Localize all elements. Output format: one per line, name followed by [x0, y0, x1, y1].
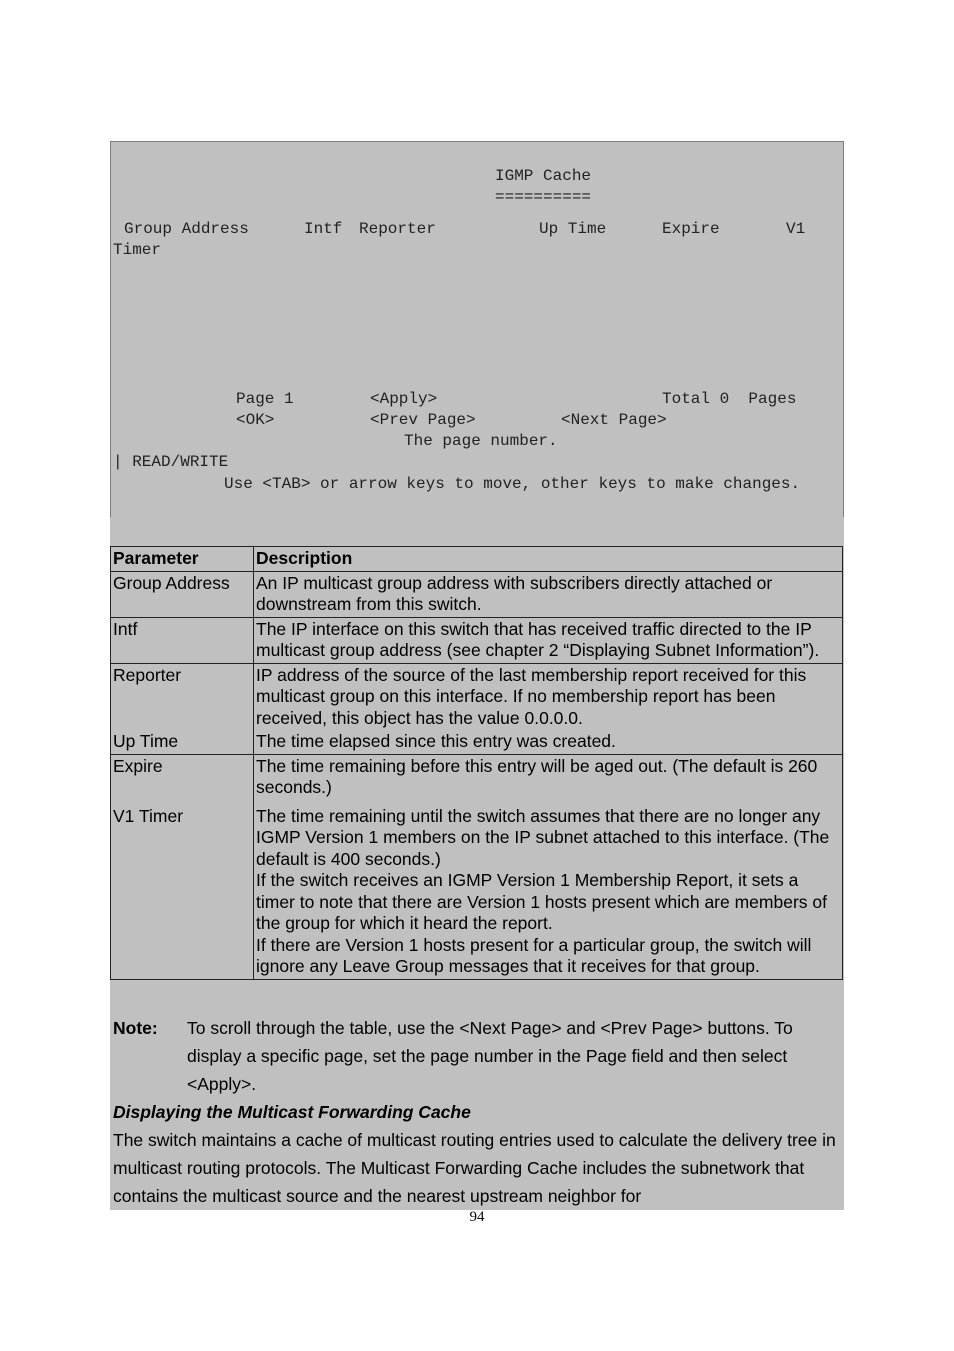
section-body: The switch maintains a cache of multicast routing entries used to calculate the delivery tree in multicast routing protocols. The Multicast Forwarding Cache includes the subnetwork that contains the multicast source and the nearest upstream neighbor for: [113, 1130, 836, 1206]
mode-indicator: | READ/WRITE: [113, 453, 229, 471]
column-up-time: Up Time: [539, 220, 607, 238]
column-reporter: Reporter: [359, 220, 436, 238]
column-group-address: Group Address: [124, 220, 249, 238]
table-row: [111, 754, 843, 805]
param-name: Up Time: [111, 730, 254, 754]
help-text: The page number.: [404, 432, 558, 450]
screen-title: IGMP Cache: [495, 167, 592, 185]
next-page-button[interactable]: <Next Page>: [561, 411, 667, 429]
note-label: Note:: [113, 1018, 158, 1038]
table-header-row: [111, 547, 843, 572]
param-description: [254, 805, 843, 980]
ok-button[interactable]: <OK>: [236, 411, 275, 429]
table-row: [111, 730, 843, 754]
header-description: Description: [254, 547, 843, 572]
column-intf: Intf: [304, 220, 343, 238]
screen-title-underline: ==========: [495, 188, 592, 206]
param-name: Group Address: [111, 571, 254, 617]
v1-timer-paragraph-3: If there are Version 1 hosts present for a particular group, the switch will ignore any Leave Group messages that it receives for that group.: [256, 934, 812, 976]
page-field[interactable]: Page 1: [236, 390, 294, 408]
igmp-cache-screen: [110, 141, 844, 517]
param-description: IP address of the source of the last membership report received for this multicast group on this interface. If no membership report has been received, this object has the value 0.0.0.0.: [254, 663, 843, 730]
column-timer: Timer: [113, 241, 162, 259]
table-row: [111, 805, 843, 980]
prev-page-button[interactable]: <Prev Page>: [370, 411, 476, 429]
page-number: 94: [469, 1209, 485, 1225]
header-parameter: Parameter: [111, 547, 254, 572]
param-description: The time elapsed since this entry was created.: [254, 730, 843, 754]
navigation-hint: Use <TAB> or arrow keys to move, other keys to make changes.: [224, 475, 801, 493]
column-v1: V1: [786, 220, 806, 238]
param-name: Expire: [111, 754, 254, 805]
param-description: An IP multicast group address with subscribers directly attached or downstream from this switch.: [254, 571, 843, 617]
param-name: Reporter: [111, 663, 254, 730]
param-name: Intf: [111, 617, 254, 663]
v1-timer-paragraph-1: The time remaining until the switch assumes that there are no longer any IGMP Version 1 members on the IP subnet attached to this interface. (The default is 400 seconds.): [256, 805, 830, 869]
total-pages: Total 0 Pages: [662, 390, 797, 408]
table-row: [111, 571, 843, 617]
column-expire: Expire: [662, 220, 720, 238]
param-description: The IP interface on this switch that has received traffic directed to the IP multicast group address (see chapter 2 “Displaying Subnet Information”).: [254, 617, 843, 663]
parameter-table: [110, 546, 843, 980]
section-heading: Displaying the Multicast Forwarding Cache: [113, 1102, 471, 1122]
v1-timer-paragraph-2: If the switch receives an IGMP Version 1 Membership Report, it sets a timer to note that there are Version 1 hosts present which are members of the group for which it heard the report.: [256, 870, 827, 933]
table-row: [111, 617, 843, 663]
table-row: [111, 663, 843, 730]
note-text: To scroll through the table, use the <Next Page> and <Prev Page> buttons. To display a specific page, set the page number in the Page field and then select <Apply>.: [187, 1018, 793, 1094]
apply-button[interactable]: <Apply>: [370, 390, 438, 408]
param-description: The time remaining before this entry will be aged out. (The default is 260 seconds.): [254, 754, 843, 805]
note: [113, 1014, 841, 1098]
param-name: V1 Timer: [111, 805, 254, 980]
